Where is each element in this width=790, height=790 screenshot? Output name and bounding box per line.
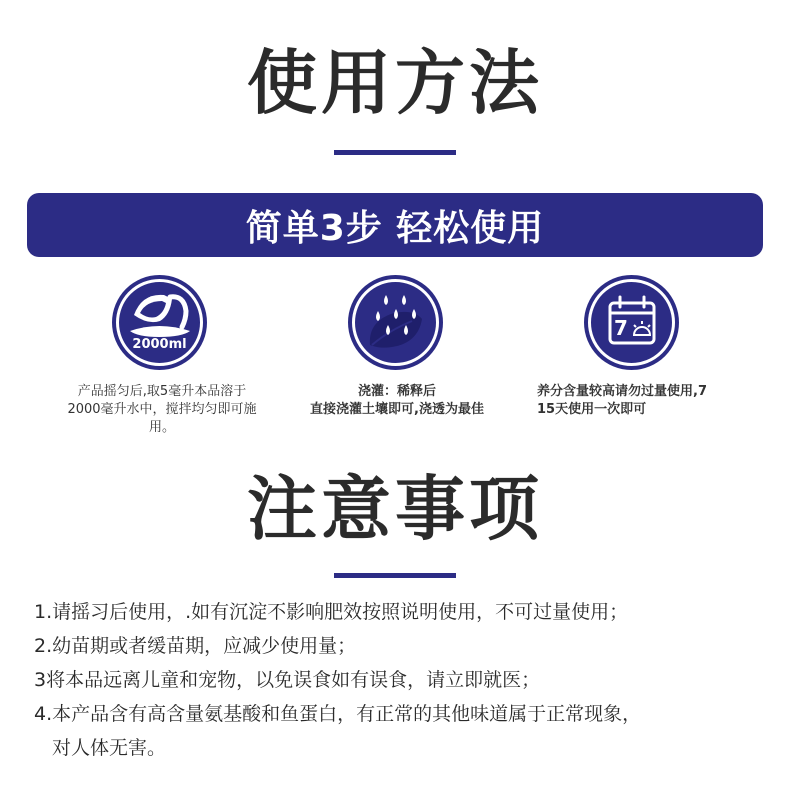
bottle-pour-icon [112,275,207,370]
usage-title: 使用方法 [247,42,543,124]
badge-volume-label: 2000ml [132,337,187,352]
note-item: 1.请摇习后使用，.如有沉淀不影响肥效按照说明使用，不可过量使用； [34,601,629,623]
step-2-caption [272,383,522,419]
calendar-number: 7 [614,316,628,340]
note-item: 4.本产品含有高含量氨基酸和鱼蛋白，有正常的其他味道属于正常现象， [34,703,642,725]
water-drops-leaf-icon [348,275,443,370]
step-3-caption [537,383,757,419]
notes-title: 注意事项 [247,468,543,550]
step-3-caption-line2: 15天使用一次即可 [537,402,647,417]
notes-title-underline [334,573,456,578]
note-item: 3将本品远离儿童和宠物，以免误食如有误食，请立即就医； [34,669,541,691]
step-3-caption-line1: 养分含量较高请勿过量使用,7 [537,384,707,399]
steps-banner [27,193,763,257]
notes-list [34,595,764,765]
note-item: 2.幼苗期或者缓苗期，应减少使用量； [34,635,357,657]
step-2-caption-line1: 浇灌：稀释后 [357,384,436,399]
usage-title-underline [334,150,456,155]
note-item: 对人体无害。 [52,737,167,759]
steps-banner-text: 简单3步 轻松使用 [245,207,545,249]
step-1-caption: 产品摇匀后,取5毫升本品溶于2000毫升水中，搅拌均匀即可施用。 [67,384,257,435]
step-2-caption-line2: 直接浇灌土壤即可,浇透为最佳 [310,402,484,417]
calendar-sun-icon [584,275,679,370]
